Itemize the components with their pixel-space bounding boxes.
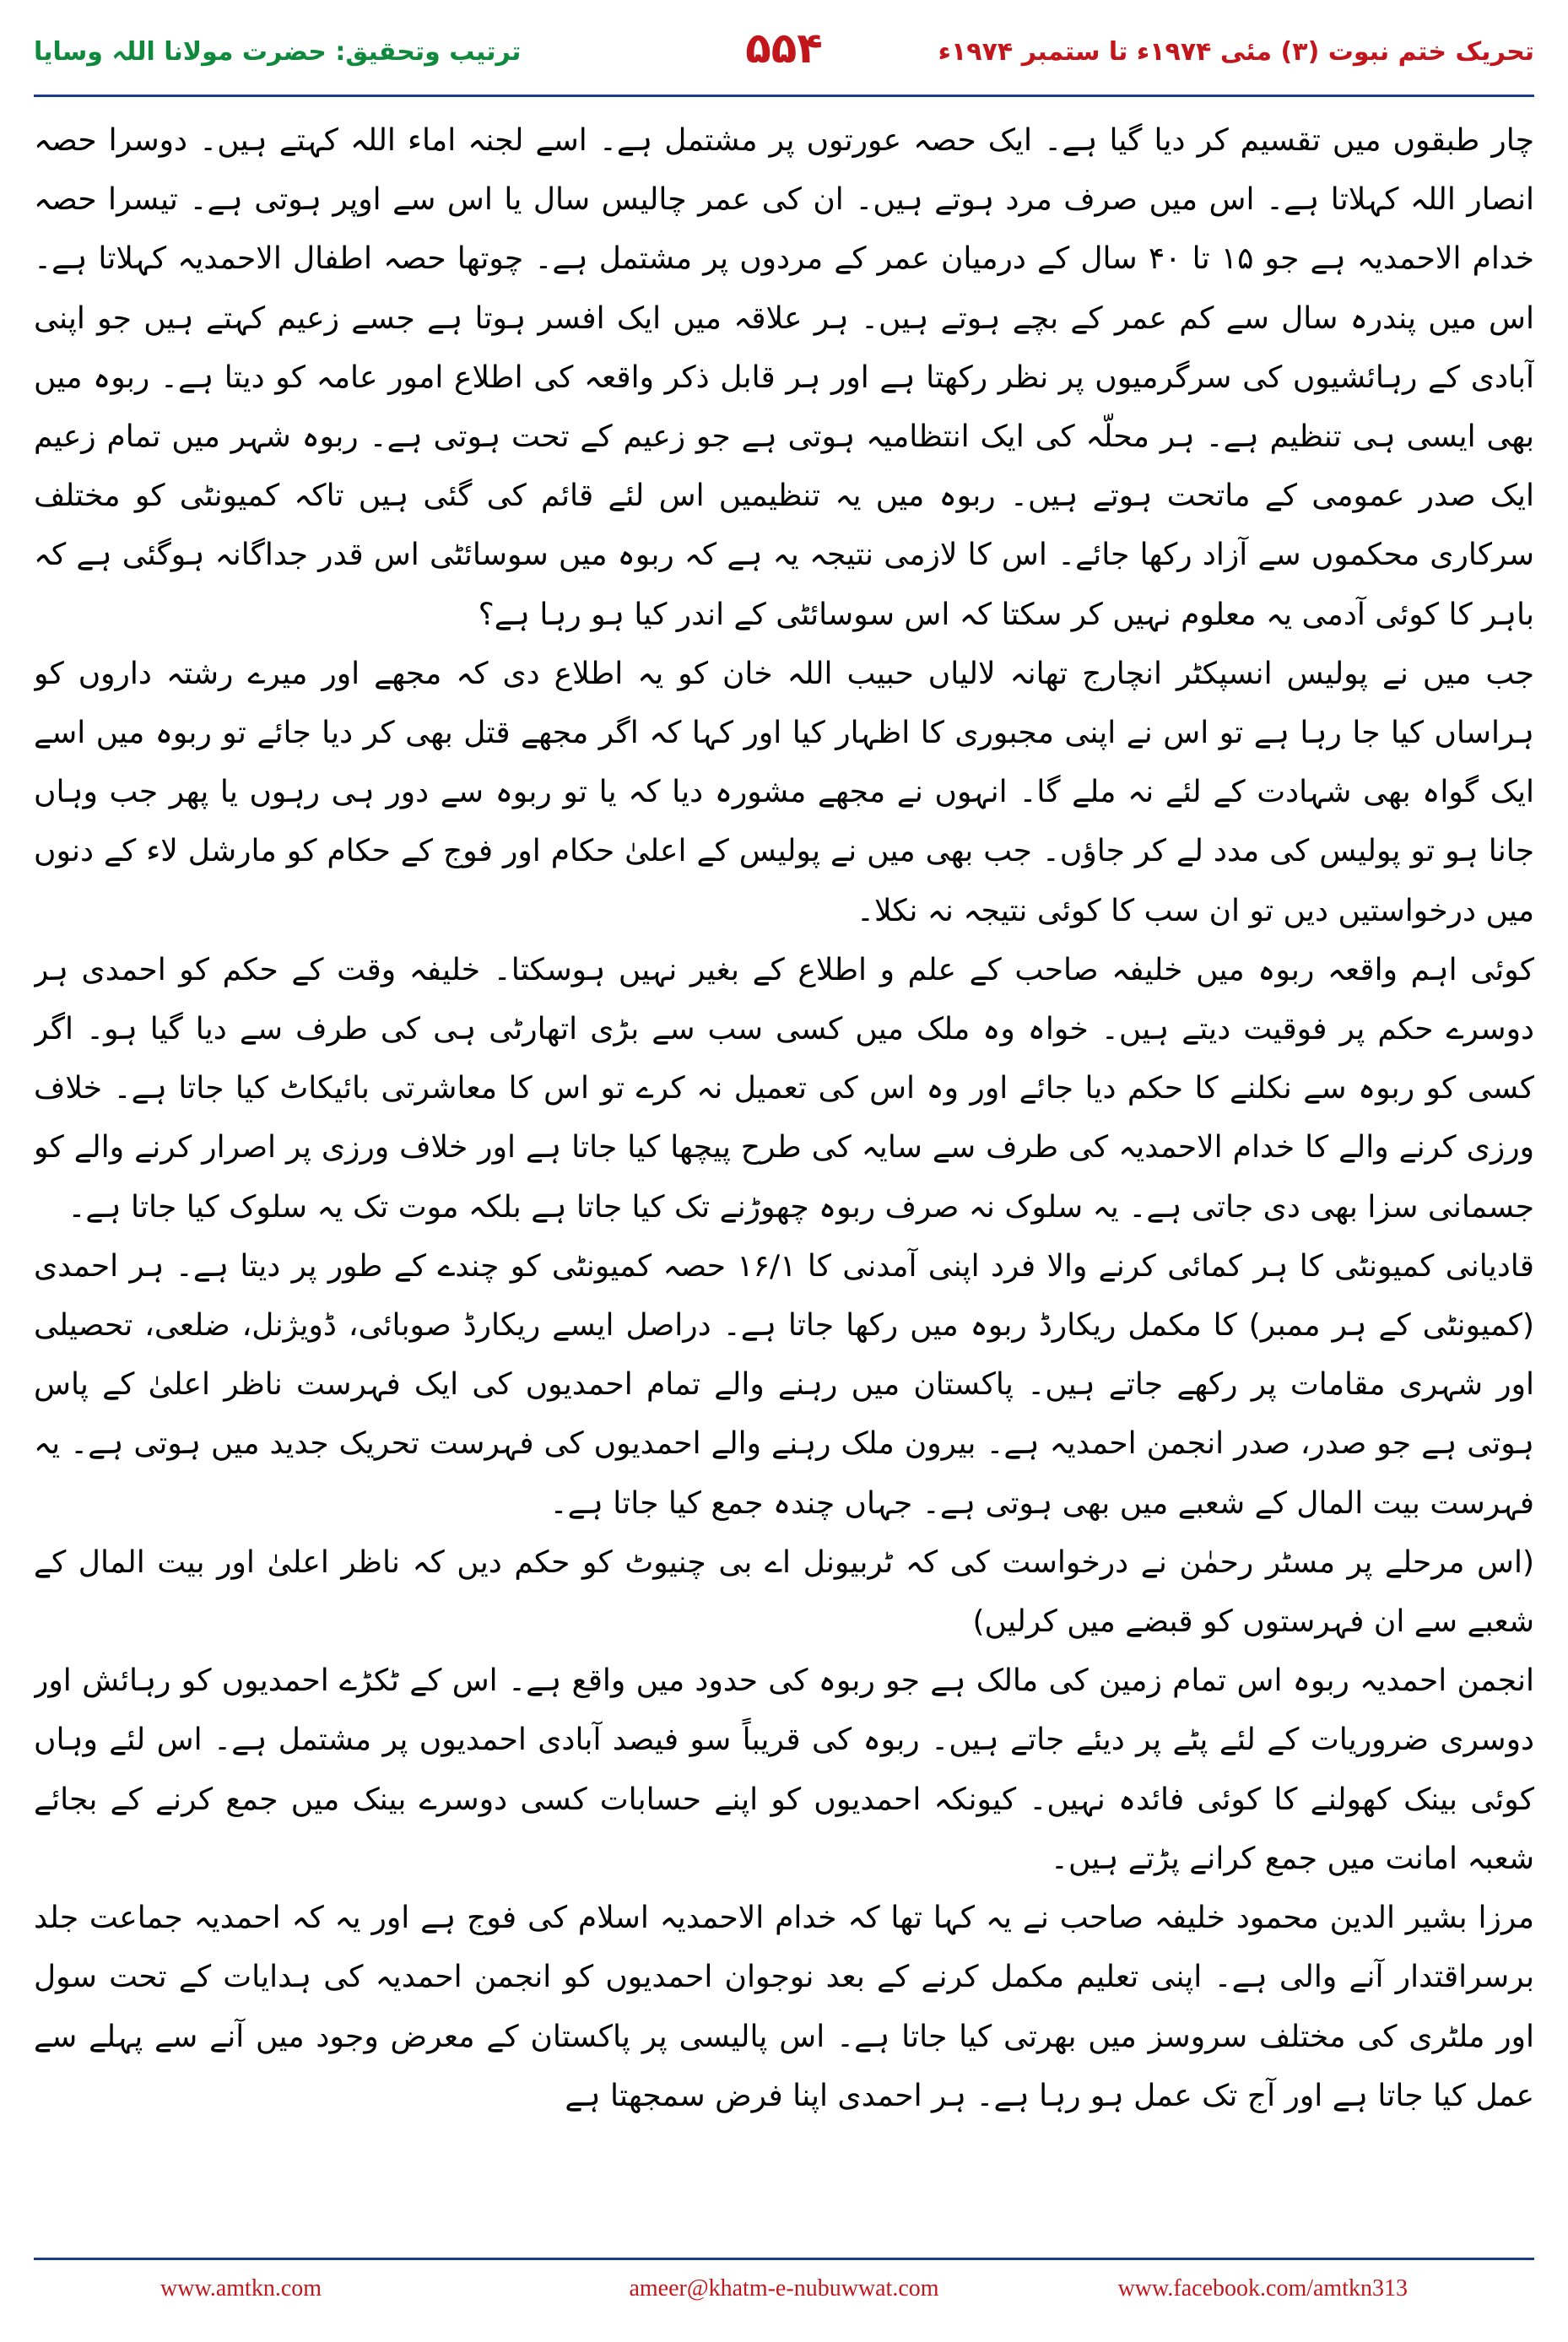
paragraph: مرزا بشیر الدین محمود خلیفہ صاحب نے یہ کہا تھا کہ خدام الاحمدیہ اسلام کی فوج ہے اور یہ کہ احمدیہ جماعت جلد برسراقتدار آنے والی ہے۔ اپنی تعلیم مکمل کرنے کے بعد نوجوان احمدیوں کو انجمن احمدیہ کی ہدایات کے تحت سول اور ملٹری کی مختلف سروسز میں بھرتی کیا جاتا ہے۔ اس پالیسی پر پاکستان کے معرض وجود میں آنے سے پہلے سے عمل کیا جاتا ہے اور آج تک عمل ہو رہا ہے۔ ہر احمدی اپنا فرض سمجھتا ہے: [34, 1901, 1534, 2113]
page-number: ۵۵۴: [745, 24, 823, 73]
book-title: تحریک ختم نبوت (۳) مئی ۱۹۷۴ء تا ستمبر ۱۹۷۴ء: [938, 37, 1534, 67]
paragraph: جب میں نے پولیس انسپکٹر انچارج تھانہ لالیاں حبیب اللہ خان کو یہ اطلاع دی کہ مجھے اور میرے رشتہ داروں کو ہراساں کیا جا رہا ہے تو اس نے اپنی مجبوری کا اظہار کیا اور کہا کہ اگر مجھے قتل بھی کر دیا جائے تو ربوہ میں اسے ایک گواہ بھی شہادت کے لئے نہ ملے گا۔ انہوں نے مجھے مشورہ دیا کہ یا تو ربوہ سے دور ہی رہوں یا پھر جب وہاں جانا ہو تو پولیس کی مدد لے کر جاؤں۔ جب بھی میں نے پولیس کے اعلیٰ حکام اور فوج کے حکام کو مارشل لاء کے دنوں میں درخواستیں دیں تو ان سب کا کوئی نتیجہ نہ نکلا۔: [34, 656, 1534, 928]
body-text: [34, 111, 1534, 2247]
header-divider: [34, 95, 1534, 97]
email-link[interactable]: ameer@khatm-e-nubuwwat.com: [629, 2275, 939, 2301]
paragraph: (اس مرحلے پر مسٹر رحمٰن نے درخواست کی کہ ٹربیونل اے بی چنیوٹ کو حکم دیں کہ ناظر اعلیٰ اور بیت المال کے شعبے سے ان فہرستوں کو قبضے میں کرلیں): [34, 1544, 1534, 1640]
facebook-link[interactable]: www.facebook.com/amtkn313: [1117, 2275, 1408, 2301]
page-footer: [34, 2269, 1534, 2319]
compiler-credit: ترتیب وتحقیق: حضرت مولانا اللہ وسایا: [34, 37, 522, 67]
page-header: [34, 24, 1534, 83]
paragraph: چار طبقوں میں تقسیم کر دیا گیا ہے۔ ایک حصہ عورتوں پر مشتمل ہے۔ اسے لجنہ اماء اللہ کہتے ہیں۔ دوسرا حصہ انصار اللہ کہلاتا ہے۔ اس میں صرف مرد ہوتے ہیں۔ ان کی عمر چالیس سال یا اس سے اوپر ہوتی ہے۔ تیسرا حصہ خدام الاحمدیہ ہے جو ۱۵ تا ۴۰ سال کے درمیان عمر کے مردوں پر مشتمل ہے۔ چوتھا حصہ اطفال الاحمدیہ کہلاتا ہے۔ اس میں پندرہ سال سے کم عمر کے بچے ہوتے ہیں۔ ہر علاقہ میں ایک افسر ہوتا ہے جسے زعیم کہتے ہیں جو اپنی آبادی کے رہائشیوں کی سرگرمیوں پر نظر رکھتا ہے اور ہر قابل ذکر واقعہ کی اطلاع امور عامہ کو دیتا ہے۔ ربوہ میں بھی ایسی ہی تنظیم ہے۔ ہر محلّہ کی ایک انتظامیہ ہوتی ہے جو زعیم کے تحت ہوتی ہے۔ ربوہ شہر میں تمام زعیم ایک صدر عمومی کے ماتحت ہوتے ہیں۔ ربوہ میں یہ تنظیمیں اس لئے قائم کی گئی ہیں تاکہ کمیونٹی کو مختلف سرکاری محکموں سے آزاد رکھا جائے۔ اس کا لازمی نتیجہ یہ ہے کہ ربوہ میں سوسائٹی اس قدر جداگانہ ہوگئی ہے کہ باہر کا کوئی آدمی یہ معلوم نہیں کر سکتا کہ اس سوسائٹی کے اندر کیا ہو رہا ہے؟: [34, 123, 1534, 632]
paragraph: قادیانی کمیونٹی کا ہر کمائی کرنے والا فرد اپنی آمدنی کا ۱۶/۱ حصہ کمیونٹی کو چندے کے طور پر دیتا ہے۔ ہر احمدی (کمیونٹی کے ہر ممبر) کا مکمل ریکارڈ ربوہ میں رکھا جاتا ہے۔ دراصل ایسے ریکارڈ صوبائی، ڈویژنل، ضلعی، تحصیلی اور شہری مقامات پر رکھے جاتے ہیں۔ پاکستان میں رہنے والے تمام احمدیوں کی ایک فہرست ناظر اعلیٰ کے پاس ہوتی ہے جو صدر، صدر انجمن احمدیہ ہے۔ بیرون ملک رہنے والے احمدیوں کی فہرست تحریک جدید میں ہوتی ہے۔ یہ فہرست بیت المال کے شعبے میں بھی ہوتی ہے۔ جہاں چندہ جمع کیا جاتا ہے۔: [34, 1248, 1534, 1521]
paragraph: انجمن احمدیہ ربوہ اس تمام زمین کی مالک ہے جو ربوہ کی حدود میں واقع ہے۔ اس کے ٹکڑے احمدیوں کو رہائش اور دوسری ضروریات کے لئے پٹے پر دیئے جاتے ہیں۔ ربوہ کی قریباً سو فیصد آبادی احمدیوں پر مشتمل ہے۔ اس لئے وہاں کوئی بینک کھولنے کا کوئی فائدہ نہیں۔ کیونکہ احمدیوں کو اپنے حسابات کسی دوسرے بینک میں جمع کرنے کے بجائے شعبہ امانت میں جمع کرانے پڑتے ہیں۔: [34, 1663, 1534, 1876]
website-link[interactable]: www.amtkn.com: [160, 2275, 322, 2301]
footer-divider: [34, 2258, 1534, 2260]
paragraph: کوئی اہم واقعہ ربوہ میں خلیفہ صاحب کے علم و اطلاع کے بغیر نہیں ہوسکتا۔ خلیفہ وقت کے حکم کو احمدی ہر دوسرے حکم پر فوقیت دیتے ہیں۔ خواہ وہ ملک میں کسی سب سے بڑی اتھارٹی ہی کی طرف سے دیا گیا ہو۔ اگر کسی کو ربوہ سے نکلنے کا حکم دیا جائے اور وہ اس کی تعمیل نہ کرے تو اس کا معاشرتی بائیکاٹ کیا جاتا ہے۔ خلاف ورزی کرنے والے کا خدام الاحمدیہ کی طرف سے سایہ کی طرح پیچھا کیا جاتا ہے اور خلاف ورزی پر اصرار کرنے والے کو جسمانی سزا بھی دی جاتی ہے۔ یہ سلوک نہ صرف ربوہ چھوڑنے تک کیا جاتا ہے بلکہ موت تک یہ سلوک کیا جاتا ہے۔: [34, 952, 1534, 1225]
